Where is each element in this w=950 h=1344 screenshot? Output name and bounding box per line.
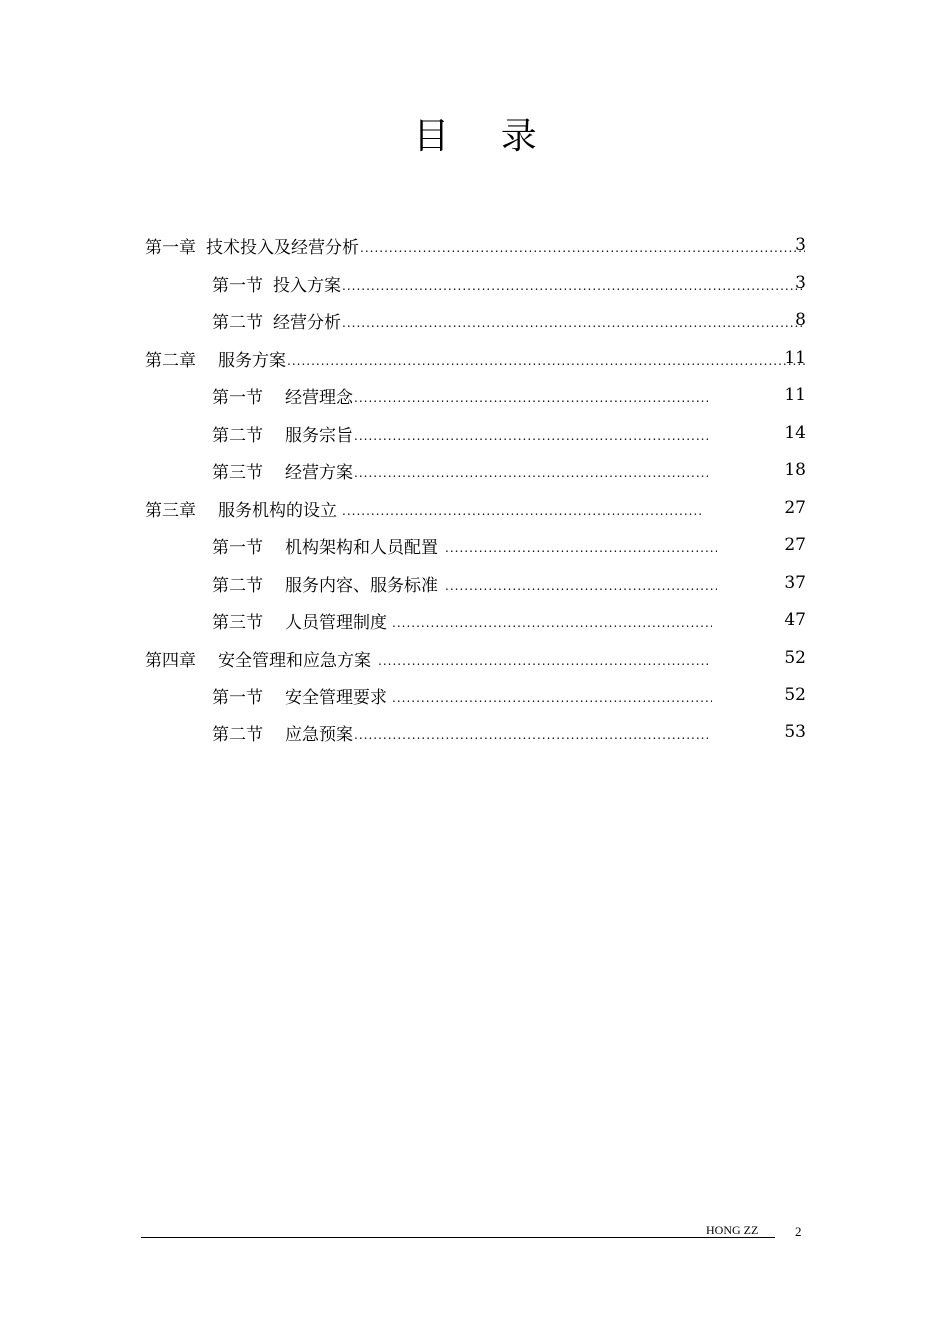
toc-entry-title: 服务方案 (218, 351, 286, 371)
page-title: 目 录 (413, 116, 557, 157)
toc-entry-chapter-1[interactable] (145, 229, 806, 259)
toc-entry-section-4-1[interactable] (212, 679, 806, 709)
dot-leader (342, 311, 805, 334)
toc-entry-section-3-1[interactable] (212, 529, 806, 559)
toc-entry-label: 第一章 (145, 238, 196, 258)
toc-entry-title: 投入方案 (273, 276, 341, 296)
toc-entry-section-1-1[interactable] (212, 267, 806, 297)
toc-entry-label: 第三节 (212, 463, 263, 483)
toc-entry-page: 3 (795, 235, 806, 255)
toc-entry-title: 安全管理和应急方案 (218, 651, 371, 671)
toc-entry-title: 机构架构和人员配置 (285, 538, 438, 558)
dot-leader (392, 611, 712, 634)
dot-leader (354, 386, 708, 409)
dot-leader (354, 723, 708, 746)
dot-leader (392, 686, 712, 709)
toc-entry-page: 18 (784, 460, 806, 480)
toc-entry-label: 第一节 (212, 388, 263, 408)
toc-entry-section-2-1[interactable] (212, 379, 806, 409)
toc-entry-title: 安全管理要求 (285, 688, 387, 708)
dot-leader (360, 236, 805, 259)
footer-rule (141, 1237, 775, 1238)
footer-page-number: 2 (795, 1224, 802, 1239)
toc-entry-page: 3 (795, 273, 806, 293)
toc-entry-label: 第一节 (212, 538, 263, 558)
toc-entry-title: 服务机构的设立 (218, 501, 337, 521)
dot-leader (445, 574, 717, 597)
toc-entry-section-2-3[interactable] (212, 454, 806, 484)
toc-entry-page: 53 (784, 722, 806, 742)
toc-entry-title: 人员管理制度 (285, 613, 387, 633)
toc-entry-title: 经营理念 (285, 388, 353, 408)
toc-entry-section-1-2[interactable] (212, 304, 806, 334)
toc-entry-page: 11 (784, 348, 806, 368)
toc-entry-title: 经营分析 (273, 313, 341, 333)
toc-entry-page: 27 (784, 535, 806, 555)
toc-entry-label: 第二节 (212, 313, 263, 333)
toc-entry-chapter-3[interactable] (145, 492, 806, 522)
toc-entry-label: 第二节 (212, 576, 263, 596)
toc-entry-page: 27 (784, 498, 806, 518)
toc-entry-page: 8 (795, 310, 806, 330)
toc-entry-page: 52 (784, 648, 806, 668)
dot-leader (287, 349, 805, 372)
toc-entry-title: 应急预案 (285, 725, 353, 745)
toc-entry-chapter-4[interactable] (145, 642, 806, 672)
dot-leader (445, 536, 717, 559)
dot-leader (354, 424, 708, 447)
toc-entry-title: 经营方案 (285, 463, 353, 483)
toc-entry-chapter-2[interactable] (145, 342, 806, 372)
dot-leader (342, 274, 805, 297)
toc-entry-title: 服务宗旨 (285, 426, 353, 446)
toc-entry-title: 服务内容、服务标准 (285, 576, 438, 596)
toc-entry-label: 第二节 (212, 426, 263, 446)
toc-entry-page: 11 (784, 385, 806, 405)
toc-entry-page: 52 (784, 685, 806, 705)
toc-entry-section-3-3[interactable] (212, 604, 806, 634)
toc-entry-label: 第三章 (145, 501, 196, 521)
footer-label: HONG ZZ (706, 1223, 759, 1237)
toc-entry-page: 47 (784, 610, 806, 630)
toc-entry-label: 第二节 (212, 725, 263, 745)
toc-entry-section-4-2[interactable] (212, 716, 806, 746)
toc-entry-label: 第四章 (145, 651, 196, 671)
toc-entry-page: 37 (784, 573, 806, 593)
toc-entry-section-3-2[interactable] (212, 567, 806, 597)
dot-leader (378, 649, 708, 672)
toc-entry-page: 14 (784, 423, 806, 443)
dot-leader (342, 499, 704, 522)
toc-entry-title: 技术投入及经营分析 (206, 238, 359, 258)
toc-entry-label: 第二章 (145, 351, 196, 371)
toc-entry-label: 第一节 (212, 276, 263, 296)
toc-entry-label: 第三节 (212, 613, 263, 633)
toc-entry-section-2-2[interactable] (212, 417, 806, 447)
toc-entry-label: 第一节 (212, 688, 263, 708)
dot-leader (354, 461, 708, 484)
